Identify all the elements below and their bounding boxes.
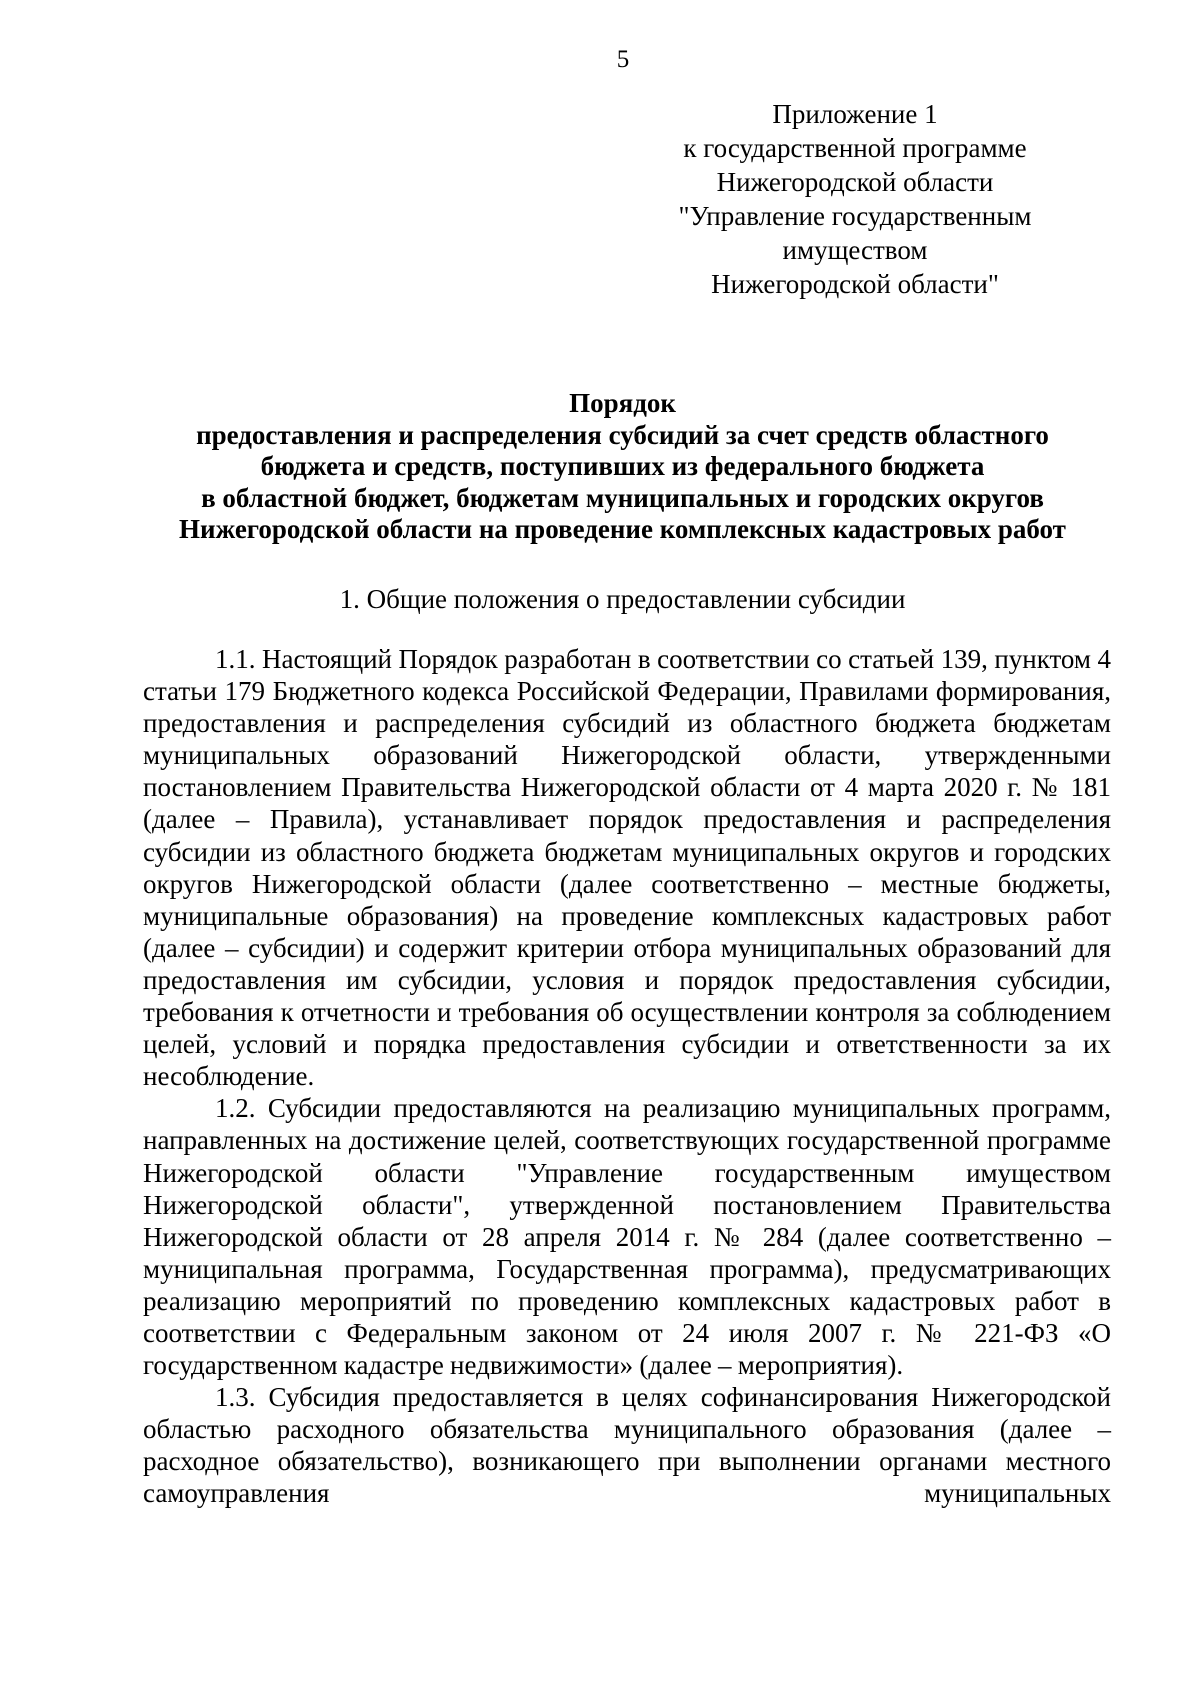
appendix-line: "Управление государственным: [678, 201, 1032, 231]
title-line: бюджета и средств, поступивших из федерального бюджета: [260, 451, 985, 481]
title-line: в областной бюджет, бюджетам муниципальных и городских округов: [201, 482, 1044, 513]
appendix-line: Приложение 1: [772, 99, 938, 129]
title-line: предоставления и распределения субсидий за счет средств областного: [196, 419, 1049, 450]
paragraph-1-3: 1.3. Субсидия предоставляется в целях софинансирования Нижегородской областью расходного обязательства муниципального образования (далее – расходное обязательство), возникающего при выполнении органами местного самоуправления муниципальных: [143, 1382, 1111, 1509]
body-text: [143, 643, 1111, 1510]
appendix-line: Нижегородской области: [716, 167, 994, 197]
paragraph-1-1: 1.1. Настоящий Порядок разработан в соответствии со статьей 139, пунктом 4 статьи 179 Бюджетного кодекса Российской Федерации, Правилами формирования, предоставления и распределения субсидий из областного бюджета бюджетам муниципальных образований Нижегородской области, утвержденными постановлением Правительства Нижегородской области от 4 марта 2020 г. № 181 (далее – Правила), устанавливает порядок предоставления и распределения субсидии из областного бюджета бюджетам муниципальных округов и городских округов Нижегородской области (далее соответственно – местные бюджеты, муниципальные образования) на проведение комплексных кадастровых работ (далее – субсидии) и содержит критерии отбора муниципальных образований для предоставления им субсидии, условия и порядок предоставления субсидии, требования к отчетности и требования об осуществлении контроля за соблюдением целей, условий и порядка предоставления субсидии и ответственности за их несоблюдение.: [143, 644, 1111, 1092]
title-line: Нижегородской области на проведение комплексных кадастровых работ: [179, 514, 1066, 544]
appendix-line: имуществом: [782, 235, 928, 265]
document-title: [100, 388, 1145, 546]
paragraph-1-2: 1.2. Субсидии предоставляются на реализацию муниципальных программ, направленных на достижение целей, соответствующих государственной программе Нижегородской области "Управление государственным имуществом Нижегородской области", утвержденной постановлением Правительства Нижегородской области от 28 апреля 2014 г. № 284 (далее соответственно – муниципальная программа, Государственная программа), предусматривающих реализацию мероприятий по проведению комплексных кадастровых работ в соответствии с Федеральным законом от 24 июля 2007 г. № 221-ФЗ «О государственном кадастре недвижимости» (далее – мероприятия).: [143, 1093, 1111, 1381]
appendix-line: к государственной программе: [683, 133, 1027, 163]
page-number: 5: [616, 46, 630, 73]
appendix-note: [650, 97, 1060, 301]
title-line: Порядок: [569, 388, 676, 418]
appendix-line: Нижегородской области": [711, 269, 999, 299]
section-heading: 1. Общие положения о предоставлении субсидии: [339, 584, 906, 614]
